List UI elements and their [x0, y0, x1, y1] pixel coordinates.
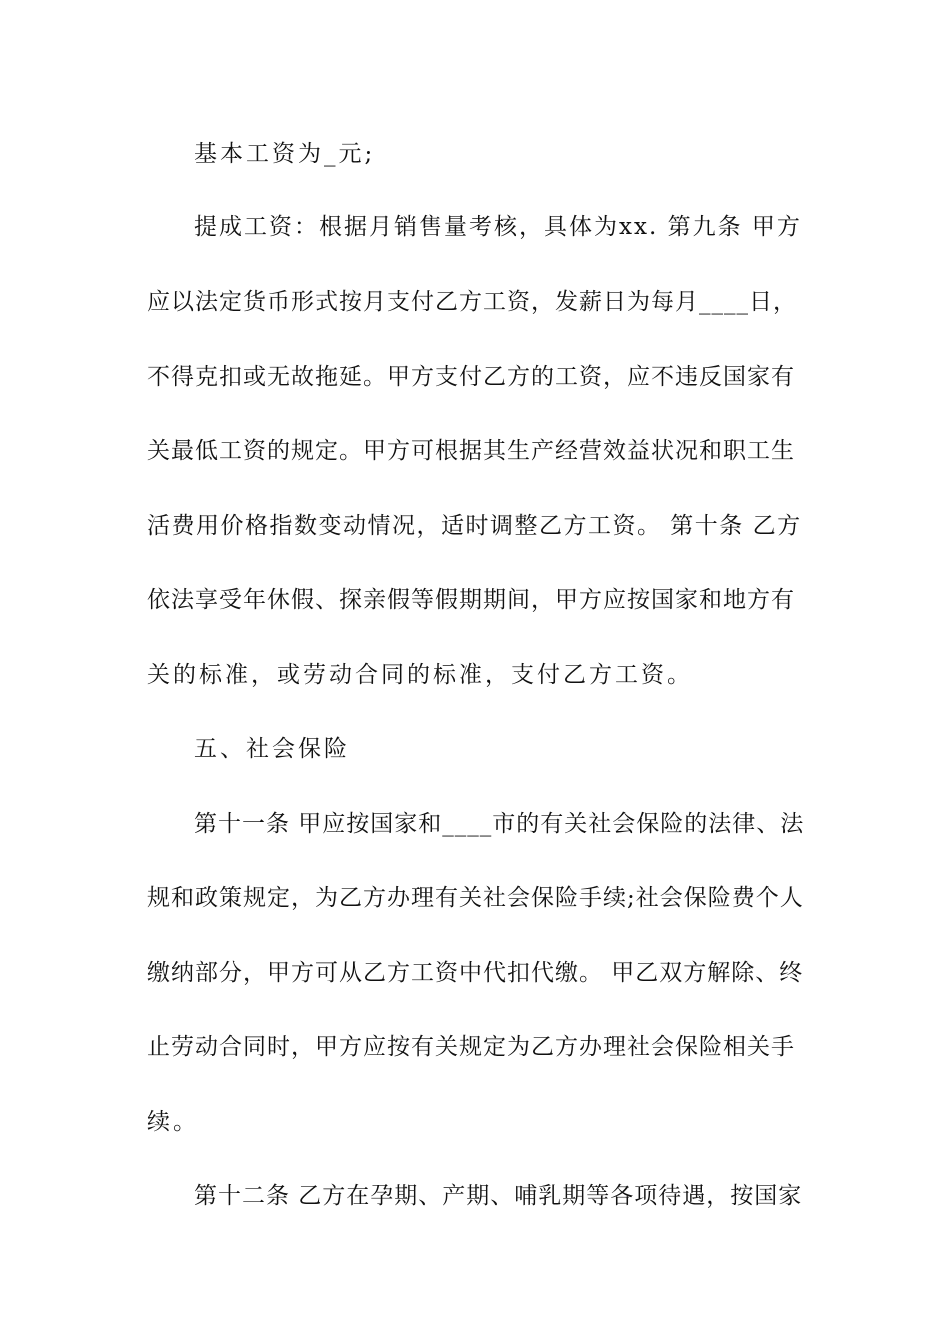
text-line: 关的标准，或劳动合同的标准，支付乙方工资。 — [147, 662, 693, 688]
section-heading-social-insurance: 五、社会保险 — [194, 736, 350, 762]
text-line: 活费用价格指数变动情况，适时调整乙方工资。 第十条 乙方 — [147, 513, 802, 539]
text-line: 缴纳部分，甲方可从乙方工资中代扣代缴。 甲乙双方解除、终 — [147, 960, 804, 986]
text-line-commission: 提成工资：根据月销售量考核，具体为xx. 第九条 甲方 — [194, 214, 802, 240]
text-line-basic-salary: 基本工资为_元; — [194, 141, 376, 167]
text-line: 不得克扣或无故拖延。甲方支付乙方的工资，应不违反国家有 — [147, 364, 795, 390]
text-line: 关最低工资的规定。甲方可根据其生产经营效益状况和职工生 — [147, 438, 795, 464]
text-line: 依法享受年休假、探亲假等假期期间，甲方应按国家和地方有 — [147, 587, 795, 613]
text-line: 止劳动合同时，甲方应按有关规定为乙方办理社会保险相关手 — [147, 1034, 795, 1060]
text-line: 应以法定货币形式按月支付乙方工资，发薪日为每月____日， — [147, 289, 797, 315]
text-line-article-11: 第十一条 甲应按国家和____市的有关社会保险的法律、法 — [194, 811, 805, 837]
text-line-article-12: 第十二条 乙方在孕期、产期、哺乳期等各项待遇，按国家 — [194, 1183, 803, 1209]
text-line: 规和政策规定，为乙方办理有关社会保险手续;社会保险费个人 — [147, 885, 804, 911]
text-line: 续。 — [147, 1109, 199, 1135]
